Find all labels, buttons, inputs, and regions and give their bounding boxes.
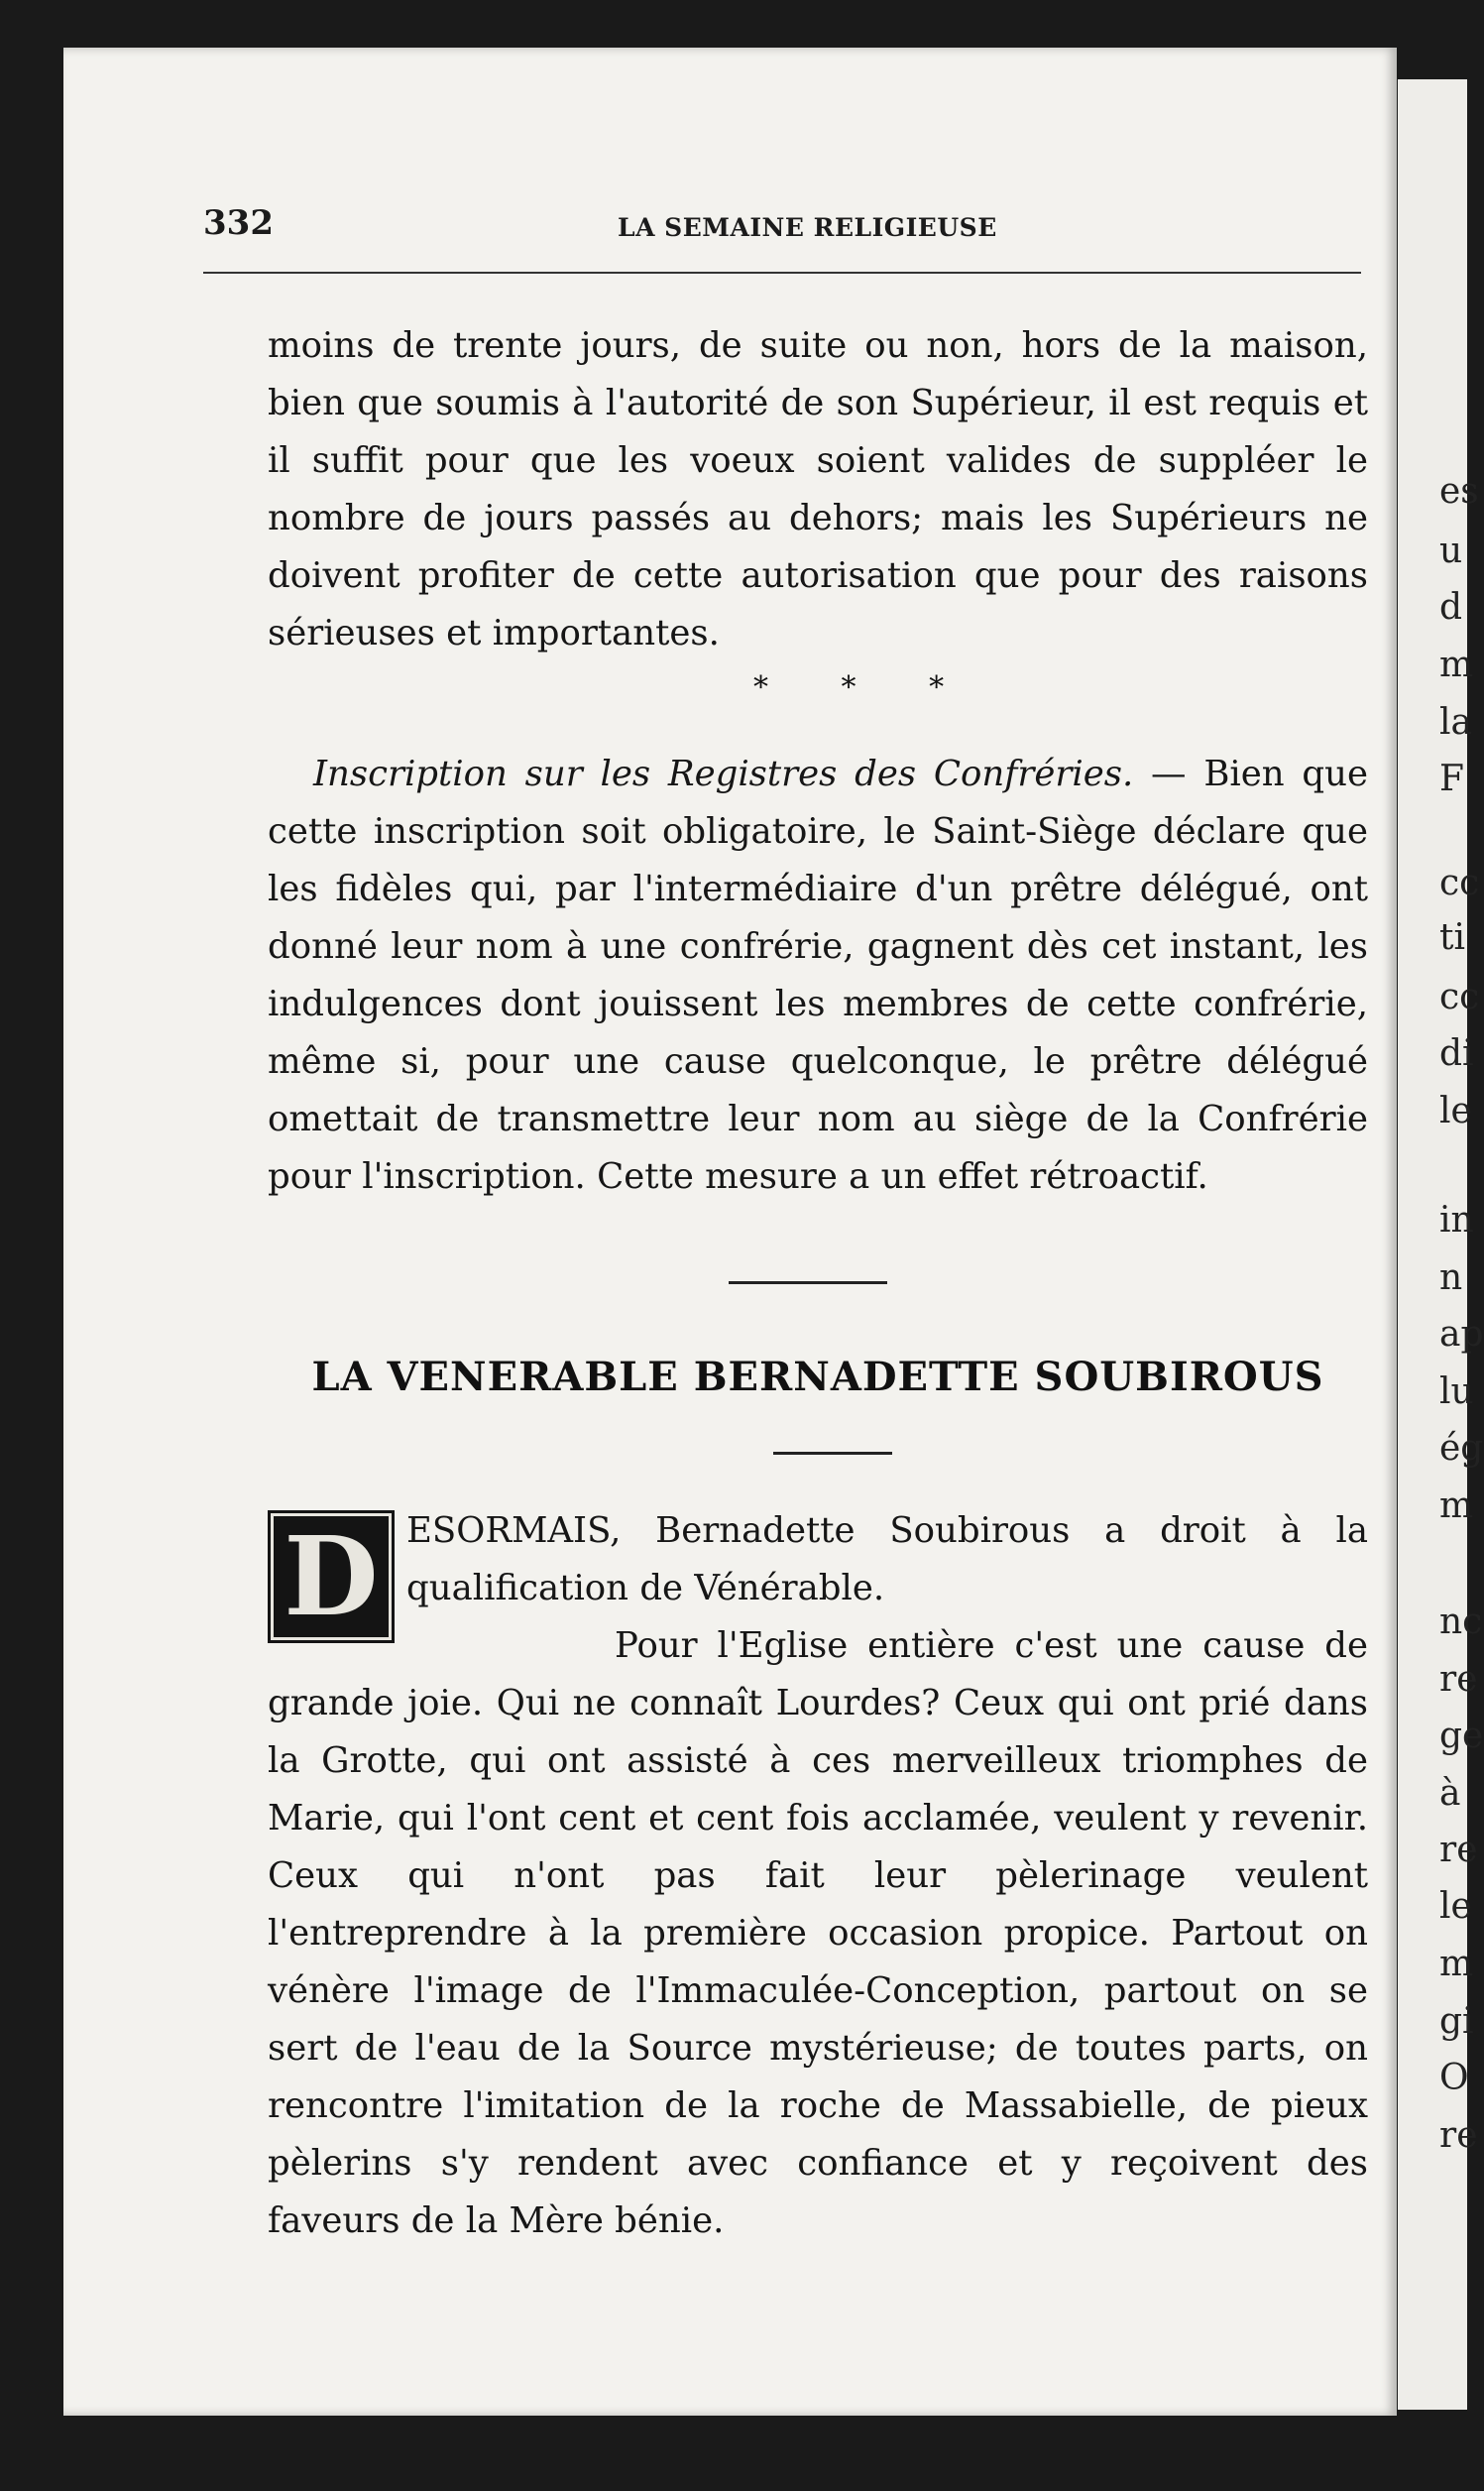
fragment: F [1439, 759, 1464, 799]
paragraph-bernadette [268, 1502, 1368, 2250]
fragment: m [1439, 645, 1474, 685]
fragment: O [1439, 2058, 1469, 2098]
adjacent-page-edge [1398, 79, 1484, 2410]
fragment: à [1439, 1773, 1461, 1814]
fragment: gi [1439, 2001, 1474, 2042]
fragment: u [1439, 531, 1463, 571]
fragment: cc [1439, 863, 1480, 903]
drop-cap: D [268, 1510, 395, 1643]
fragment: es [1439, 471, 1479, 512]
page-number: 332 [203, 203, 274, 243]
fragment: ge [1439, 1716, 1484, 1756]
fragment: re [1439, 1659, 1478, 1700]
paragraph-confreries [268, 746, 1368, 1206]
fragment: ti [1439, 917, 1465, 958]
section-separator: * * * [753, 670, 976, 705]
fragment: lu [1439, 1371, 1474, 1412]
paragraph-vows [268, 317, 1368, 662]
fragment: m [1439, 1485, 1474, 1526]
fragment: re [1439, 1830, 1478, 1870]
divider [773, 1452, 892, 1455]
fragment: m [1439, 1944, 1474, 1984]
running-title: LA SEMAINE RELIGIEUSE [618, 213, 997, 242]
fragment: in [1439, 1200, 1474, 1241]
paragraph-text: — Bien que cette inscription soit obligatoire, le Saint-Siège déclare que les fidèles qui, par l'intermédiaire d'un prêtre délégué, ont donné leur nom à une confrérie, gagnent dès cet instant, les indulgences dont jouissent les membres de cette confrérie, même si, pour une cause quelconque, le prêtre délégué omettait de transmettre leur nom au siège de la Confrérie pour l'inscription. Cette mesure a un effet rétroactif. [268, 754, 1369, 1197]
fragment: la [1439, 702, 1472, 743]
fragment: ap [1439, 1314, 1484, 1355]
fragment: ég [1439, 1428, 1484, 1469]
fragment: di [1439, 1033, 1474, 1074]
page-header [203, 203, 1368, 253]
fragment: re [1439, 2115, 1478, 2156]
header-divider [203, 272, 1361, 274]
fragment: d [1439, 587, 1463, 628]
paragraph-text: Pour l'Eglise entière c'est une cause de grande joie. Qui ne connaît Lourdes? Ceux qui ont prié dans la Grotte, qui ont assisté à ces merveilleux triomphes de Marie, qui l'ont cent et cent fois acclamée, veulent y revenir. Ceux qui n'ont pas fait leur pèlerinage veulent l'entreprendre à la première occasion propice. Partout on vénère l'image de l'Immaculée-Conception, partout on se sert de l'eau de la Source mystérieuse; de toutes parts, on rencontre l'imitation de la roche de Massabielle, de pieux pèlerins s'y rendent avec confiance et y reçoivent des faveurs de la Mère bénie. [268, 1625, 1368, 2241]
fragment: cc [1439, 977, 1480, 1017]
divider [729, 1281, 887, 1284]
fragment: le [1439, 1886, 1472, 1927]
fragment: nc [1439, 1601, 1483, 1642]
fragment: le [1439, 1091, 1472, 1131]
section-title: LA VENERABLE BERNADETTE SOUBIROUS [311, 1354, 1324, 1400]
paragraph-lead: Inscription sur les Registres des Confréries. [313, 754, 1134, 794]
paragraph-opening: ESORMAIS, Bernadette Soubirous a droit à la qualification de Vénérable. [406, 1510, 1368, 1608]
paragraph-text: moins de trente jours, de suite ou non, hors de la maison, bien que soumis à l'autorité de son Supérieur, il est requis et il suffit pour que les voeux soient valides de suppléer le nombre de jours passés au dehors; mais les Supérieurs ne doivent profiter de cette autorisation que pour des raisons sérieuses et importantes. [268, 325, 1368, 653]
fragment: n [1439, 1257, 1463, 1298]
